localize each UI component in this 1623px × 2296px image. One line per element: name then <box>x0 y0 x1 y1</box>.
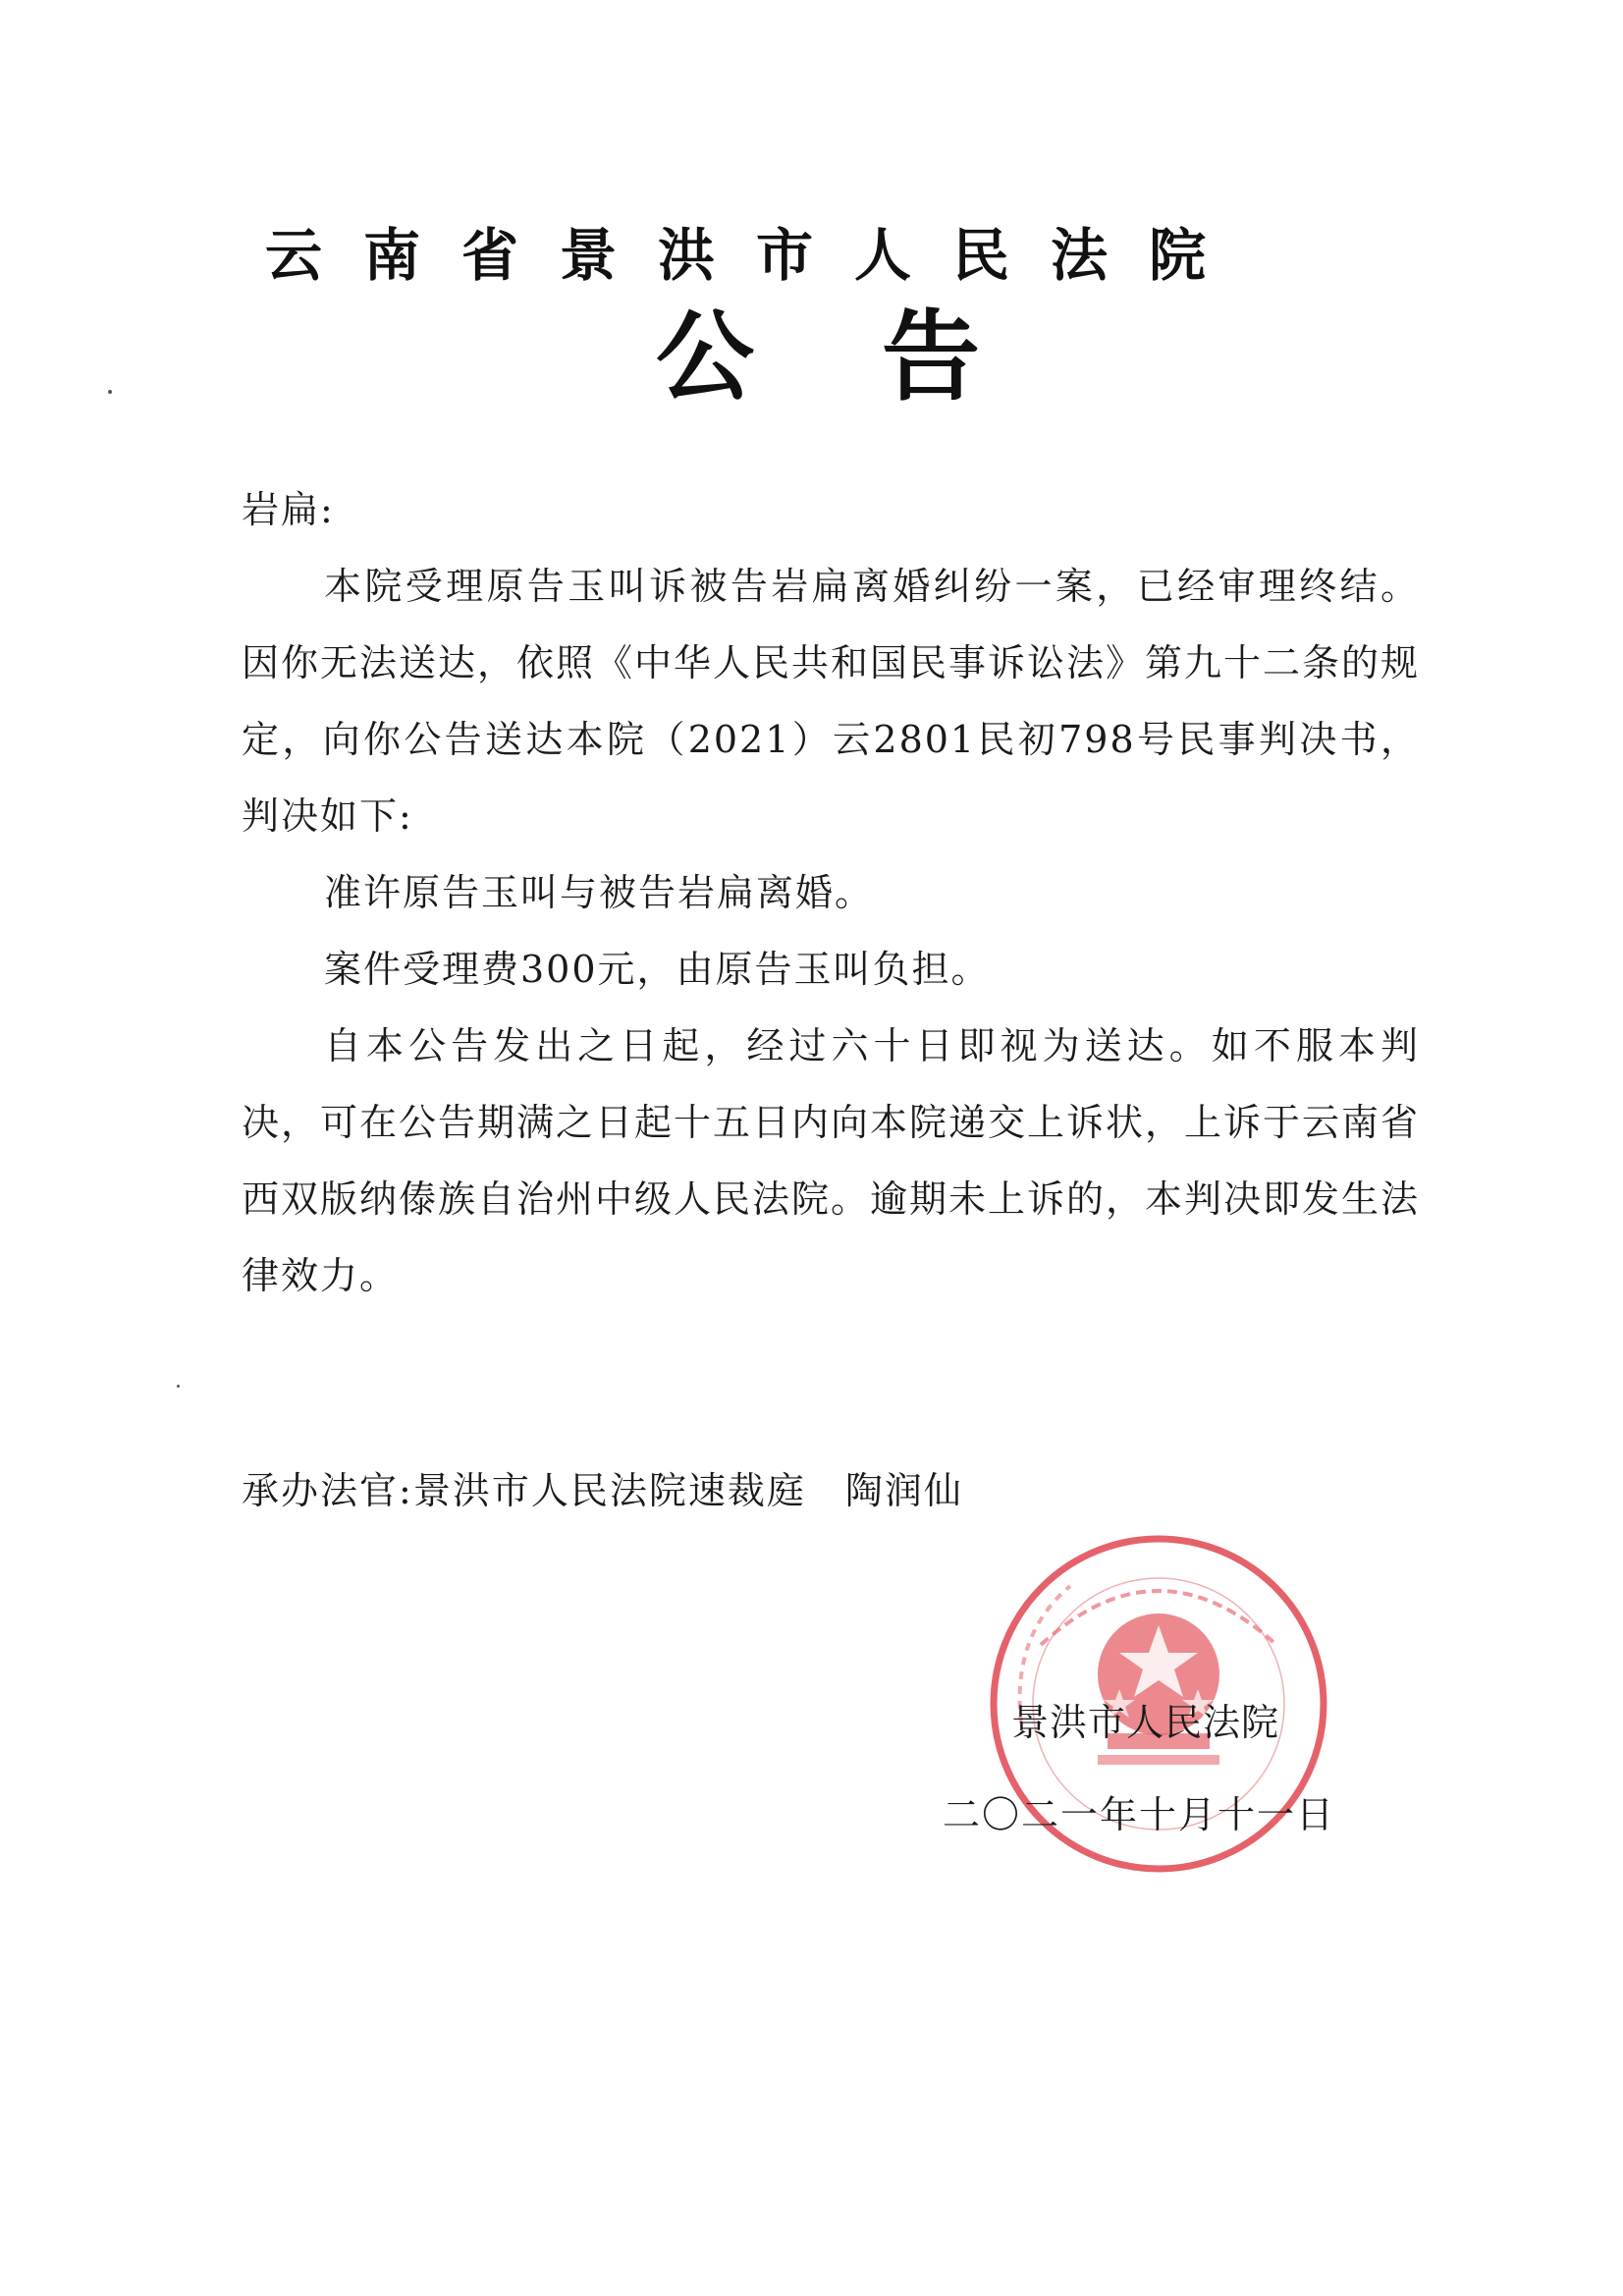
paragraph-appeal-notice: 自本公告发出之日起，经过六十日即视为送达。如不服本判决，可在公告期满之日起十五日内向本院递交上诉状，上诉于云南省西双版纳傣族自治州中级人民法院。逾期未上诉的，本判决即发生法律效力。 <box>242 1024 1421 1297</box>
document-title: 公告 <box>656 300 1108 414</box>
notice-body <box>242 471 1420 1314</box>
judge-label: 承办法官: <box>242 1469 413 1512</box>
scan-speck <box>108 390 112 394</box>
signing-court: 景洪市人民法院 <box>1011 1701 1280 1744</box>
scan-speck <box>177 1385 180 1388</box>
judge-department: 景洪市人民法院速裁庭 <box>412 1469 806 1512</box>
paragraph-judgment-fee: 案件受理费300元，由原告玉叫负担。 <box>324 948 991 991</box>
court-name-heading: 云南省景洪市人民法院 <box>265 222 1248 289</box>
judge-name: 陶润仙 <box>844 1469 963 1512</box>
presiding-judge-line <box>242 1461 963 1520</box>
paragraph-case-summary: 本院受理原告玉叫诉被告岩扁离婚纠纷一案，已经审理终结。因你无法送达，依照《中华人民共和国民事诉讼法》第九十二条的规定，向你公告送达本院（2021）云2801民初798号民事判决书，判决如下: <box>242 565 1421 838</box>
signing-date: 二〇二一年十月十一日 <box>943 1793 1336 1836</box>
paragraph-judgment-divorce: 准许原告玉叫与被告岩扁离婚。 <box>324 871 875 914</box>
addressee: 岩扁: <box>242 488 335 531</box>
